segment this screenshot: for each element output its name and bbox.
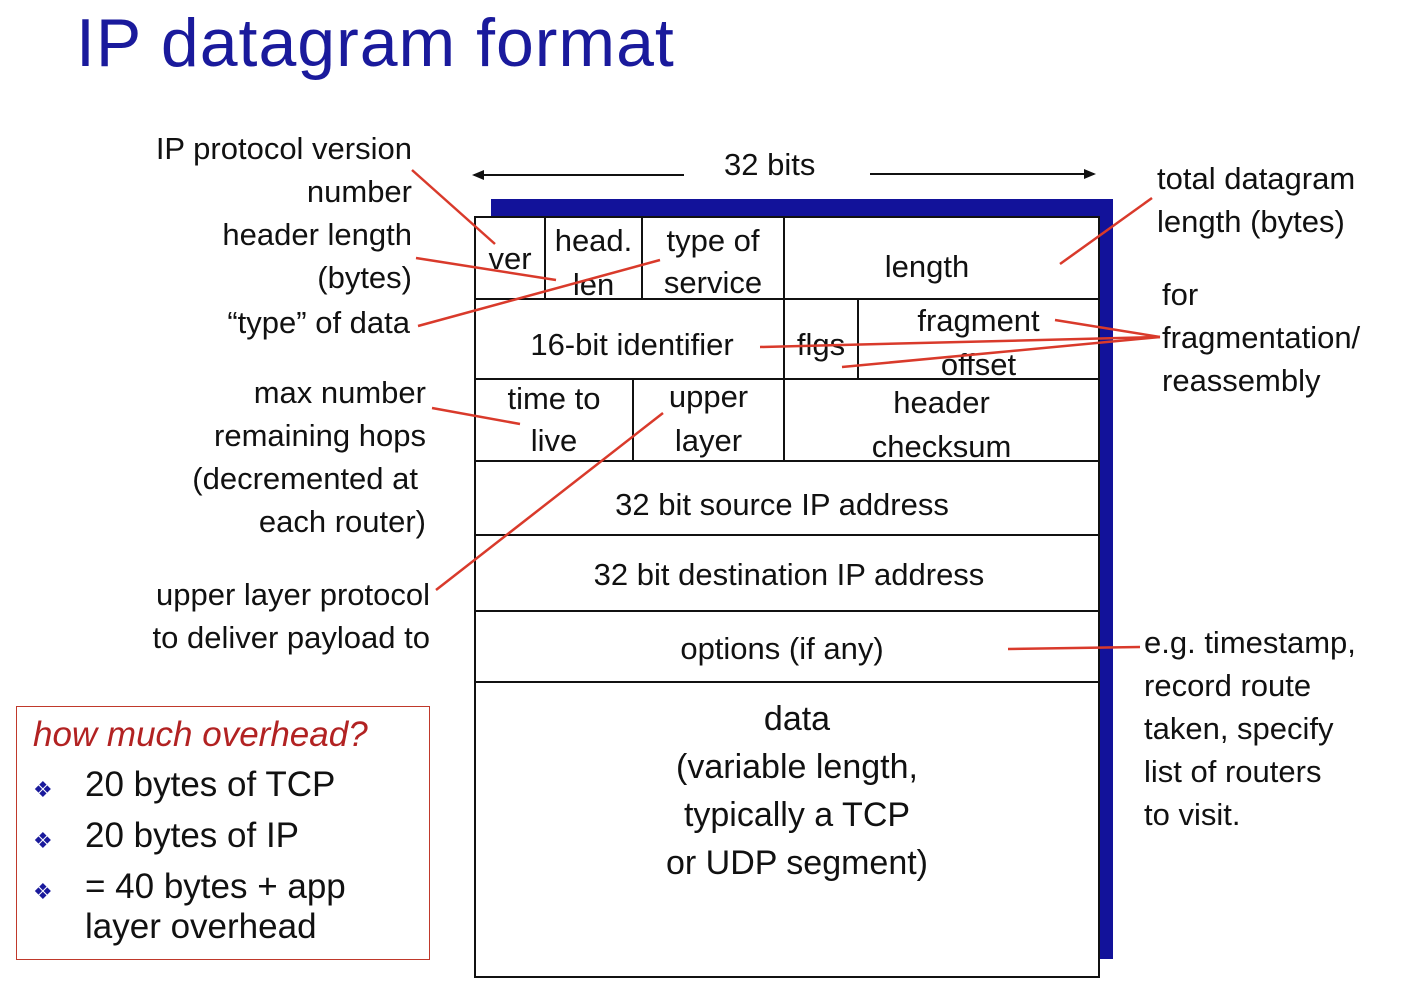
leader-fragment-offset — [1055, 320, 1160, 337]
annotation-options-line2: record route — [1144, 668, 1312, 703]
annotation-hops-line2: remaining hops — [214, 418, 426, 453]
field-fragment-offset-line1: fragment — [917, 303, 1040, 338]
field-data-line1: data — [763, 700, 831, 738]
annotation-options-line5: to visit. — [1144, 797, 1241, 832]
annotation-options-line4: list of routers — [1144, 754, 1322, 789]
bullet-icon: ❖ — [33, 777, 53, 802]
annotation-fragmentation-line3: reassembly — [1162, 363, 1321, 398]
field-header-length-line1: head. — [554, 223, 633, 258]
annotation-options-line1: e.g. timestamp, — [1144, 625, 1356, 660]
field-checksum-line1: header — [893, 385, 990, 420]
field-total-length: length — [884, 249, 970, 284]
field-data-line2: (variable length, — [676, 748, 918, 786]
width-label: 32 bits — [724, 147, 816, 182]
field-identifier: 16-bit identifier — [530, 327, 734, 362]
leader-header-length — [416, 258, 556, 280]
field-destination-address: 32 bit destination IP address — [593, 557, 985, 592]
annotation-total-length-line1: total datagram — [1157, 161, 1356, 196]
page-title: IP datagram format — [76, 5, 675, 81]
overhead-question: how much overhead? — [33, 715, 368, 754]
annotation-hops-line4: each router) — [258, 504, 426, 539]
annotation-type-of-data: “type” of data — [227, 305, 410, 340]
overhead-bullet-tcp: 20 bytes of TCP — [85, 765, 336, 804]
annotation-options-line3: taken, specify — [1144, 711, 1334, 746]
annotation-fragmentation-line2: fragmentation/ — [1162, 320, 1361, 355]
leader-type-of-service — [418, 260, 660, 326]
bullet-icon: ❖ — [33, 879, 53, 904]
annotation-version-line2: number — [306, 174, 412, 209]
leader-version — [412, 170, 495, 244]
annotation-fragmentation-line1: for — [1162, 277, 1199, 312]
leader-total-length — [1060, 198, 1152, 264]
annotation-hops-line1: max number — [253, 375, 426, 410]
field-protocol-line1: upper — [668, 379, 749, 414]
field-header-length-line2: len — [572, 267, 615, 298]
overhead-bullet-total-line1: = 40 bytes + app — [85, 867, 346, 906]
annotation-hops-line3: (decremented at — [192, 461, 418, 496]
annotation-header-length-line2: (bytes) — [317, 260, 412, 295]
annotation-upper-layer-line1: upper layer protocol — [156, 577, 430, 612]
annotation-total-length-line2: length (bytes) — [1157, 204, 1345, 239]
annotation-version-line1: IP protocol version — [155, 131, 412, 166]
annotation-upper-layer-line2: to deliver payload to — [152, 620, 430, 655]
field-data-line4: or UDP segment) — [665, 844, 929, 882]
overhead-bullet-ip: 20 bytes of IP — [85, 816, 300, 855]
field-ttl-line1: time to — [507, 381, 601, 416]
field-protocol-line2: layer — [674, 423, 743, 458]
field-flags: flgs — [796, 327, 846, 362]
field-checksum-line2: checksum — [871, 429, 1012, 460]
leader-options — [1008, 647, 1140, 649]
field-ttl-line2: live — [530, 423, 578, 458]
overhead-bullet-total-line2: layer overhead — [85, 907, 317, 946]
field-type-of-service-line2: service — [663, 265, 763, 300]
field-options: options (if any) — [680, 631, 884, 666]
field-source-address: 32 bit source IP address — [615, 487, 949, 522]
leader-upper-layer — [436, 413, 663, 590]
field-version: ver — [488, 241, 532, 276]
leader-ttl — [432, 408, 520, 424]
field-data-line3: typically a TCP — [683, 796, 911, 834]
bullet-icon: ❖ — [33, 828, 53, 853]
annotation-header-length-line1: header length — [222, 217, 412, 252]
field-type-of-service-line1: type of — [666, 223, 760, 258]
field-fragment-offset-line2: offset — [940, 347, 1017, 378]
